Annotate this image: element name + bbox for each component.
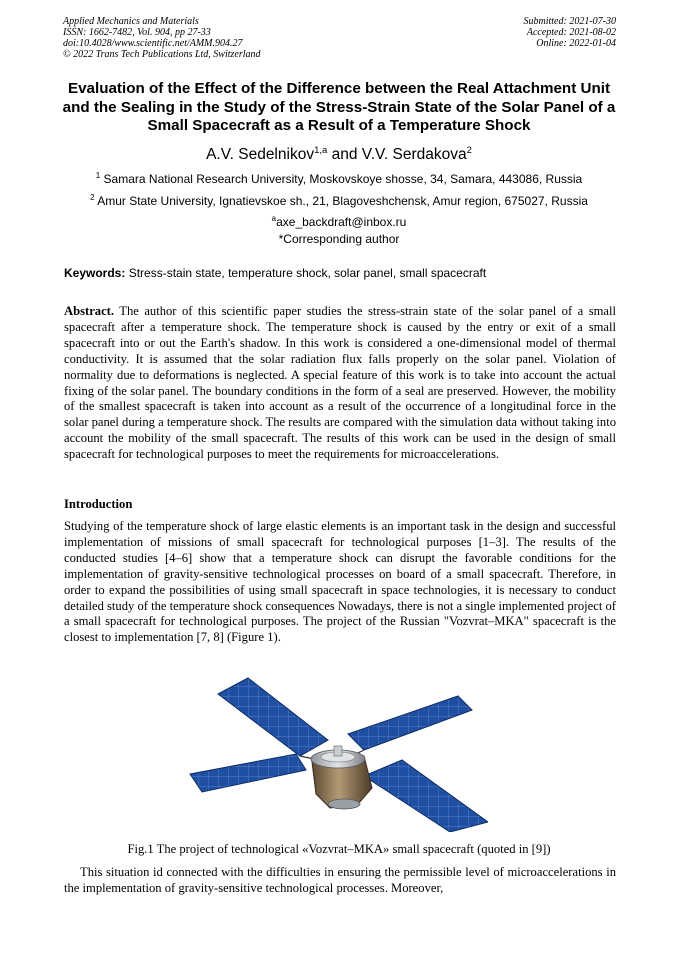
affiliation-2-text: Amur State University, Ignatievskoe sh., 21, Blagoveshchensk, Amur region, 675027, Russia bbox=[94, 194, 588, 208]
figure-caption: Fig.1 The project of technological «Vozvrat–MKA» small spacecraft (quoted in [9]) bbox=[127, 842, 551, 856]
keywords-label: Keywords: bbox=[64, 266, 126, 280]
affiliation-2-mark: 2 bbox=[90, 193, 95, 202]
solar-panel-upper-right bbox=[348, 696, 472, 750]
abstract bbox=[64, 304, 616, 463]
author-2: V.V. Serdakova bbox=[361, 146, 467, 164]
author-1: A.V. Sedelnikov bbox=[206, 146, 315, 164]
continuation-paragraph: This situation id connected with the difficulties in ensuring the permissible level of microaccelerations in the implementation of gravity-sensitive technological processes. Moreover, bbox=[64, 865, 616, 895]
header-left bbox=[63, 16, 261, 60]
submitted-date: Submitted: 2021-07-30 bbox=[523, 16, 616, 27]
header-right bbox=[524, 16, 617, 49]
doi-line: doi:10.4028/www.scientific.net/AMM.904.27 bbox=[63, 38, 243, 49]
keywords-text: Stress-stain state, temperature shock, solar panel, small spacecraft bbox=[125, 266, 487, 280]
issn-line: ISSN: 1662-7482, Vol. 904, pp 27-33 bbox=[63, 27, 211, 38]
introduction-paragraph: Studying of the temperature shock of large elastic elements is an important task in the design and successful implementation of missions of small spacecraft for technological purposes [1–3]. The results of the conducted studies [4–6] show that a temperature shock can disrupt the favorable conditions for the implementation of gravity-sensitive technological processes on board of a small spacecraft. Therefore, in order to expand the possibilities of using small spacecraft in space technologies, it is necessary to conduct detailed study of the temperature shock consequences Nowadays, there is not a single implemented project of a small spacecraft for technological purposes. The project of the Russian "Vozvrat–MKA" spacecraft is the closest to implementation [7, 8] (Figure 1). bbox=[64, 519, 616, 645]
solar-panel-lower-right bbox=[364, 760, 488, 832]
author-conjunction: and bbox=[327, 146, 362, 164]
affiliation-1-mark: 1 bbox=[95, 171, 101, 180]
paper-title: Evaluation of the Effect of the Difference between the Real Attachment Unit and the Sealing in the Study of the Stress-Strain State of the Solar Panel of a Small Spacecraft as a Result of a Temperature Shock bbox=[62, 80, 616, 134]
author-1-superscript: 1,a bbox=[314, 145, 328, 156]
email-line bbox=[0, 211, 678, 230]
affiliation-2 bbox=[0, 190, 678, 209]
author-line bbox=[0, 141, 678, 165]
copyright-line: © 2022 Trans Tech Publications Ltd, Switzerland bbox=[63, 49, 261, 60]
solar-panel-lower-left bbox=[190, 754, 306, 792]
solar-panel-upper-left bbox=[218, 678, 328, 756]
affiliation-1 bbox=[0, 168, 678, 187]
online-date: Online: 2022-01-04 bbox=[536, 38, 616, 49]
journal-name: Applied Mechanics and Materials bbox=[63, 16, 199, 27]
accepted-date: Accepted: 2021-08-02 bbox=[526, 27, 616, 38]
keywords bbox=[64, 266, 616, 281]
affiliation-1-text: Samara National Research University, Moskovskoye shosse, 34, Samara, 443086, Russia bbox=[100, 172, 583, 186]
email-address[interactable]: axe_backdraft@inbox.ru bbox=[276, 215, 407, 229]
spacecraft-figure bbox=[188, 676, 488, 832]
corresponding-author-note: *Corresponding author bbox=[278, 232, 400, 246]
author-2-superscript: 2 bbox=[466, 145, 472, 156]
email-mark: a bbox=[271, 214, 277, 223]
spacecraft-bottom-ring bbox=[328, 799, 360, 809]
introduction-heading: Introduction bbox=[64, 497, 133, 511]
abstract-label: Abstract. bbox=[64, 304, 115, 318]
abstract-text: The author of this scientific paper studies the stress-strain state of the solar panel of a small spacecraft after a temperature shock. The temperature shock is caused by the entry or exit of a small spacecraft into or out the Earth's shadow. In this work is considered a one-dimensional model of thermal conductivity. It is assumed that the solar radiation flux falls properly on the solar panel. Violation of normality due to deformations is neglected. A special feature of this work is to take into account the actual fixing of the solar panel. The boundary conditions in the form of a seal are preserved. However, the mobility of the smallest spacecraft is taken into account as a result of the occurrence of a longitudinal force in the solar panel during a temperature shock. The results are compared with the simulation data without taking into account the mobility of the small spacecraft. The results of this work can be used in the design of small spacecraft for technological purposes to meet the requirements for microaccelerations. bbox=[64, 304, 616, 462]
